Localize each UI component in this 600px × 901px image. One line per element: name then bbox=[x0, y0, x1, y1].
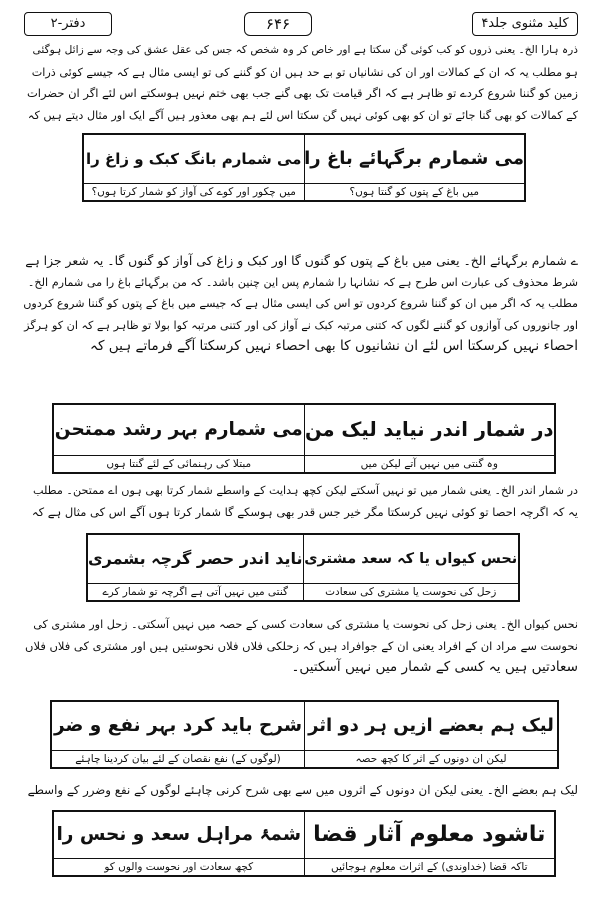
verse-couplet bbox=[82, 133, 526, 202]
verse-gloss-right: میں باغ کے پتوں کو گنتا ہوں؟ bbox=[349, 186, 479, 198]
paragraph bbox=[22, 40, 578, 126]
verse-couplet bbox=[52, 810, 556, 877]
verse-hemistich-left: ناید اندر حصر گرچہ بشمری bbox=[88, 535, 304, 583]
text-line: ذرہ ہارا الخ۔ یعنی ذروں کو کب کوئی گن سکتا ہے اور خاص کر وہ شخص کہ جس کی عقل عشق کی وجہ سے زائل ہوگئی bbox=[32, 44, 578, 56]
book-title: کلید مثنوی جلد۴ bbox=[472, 12, 578, 36]
text-line: مطلب یہ کہ اگر میں ان کو گننا شروع کردوں تو اس کی ایسی مثال ہے کہ جیسے میں باغ کے پتوں کو گننا شروع کردوں bbox=[23, 297, 578, 311]
text-line: ے شمارم برگہائے الخ۔ یعنی میں باغ کے پتوں کو گنوں گا اور کبک و زاغ کی آواز کو گنوں گا۔ یہ شعر جزا ہے bbox=[25, 253, 578, 268]
text-line: نحس کیواں الخ۔ یعنی زحل کی نحوست یا مشتری کی سعادت کسی کے حصہ میں نہیں آسکتی۔ زحل اور مشتری کی bbox=[33, 618, 578, 631]
text-line: احصاء نہیں کرسکتا اس لئے ان نشانیوں کا بھی احصاء نہیں کرسکتا آگے فرماتے ہیں کہ bbox=[90, 338, 578, 355]
paragraph bbox=[22, 480, 578, 523]
text-line: زمین کو گننا شروع کردے تو ظاہر ہے کہ اگر قیامت تک بھی گنے جب بھی ختم نہیں ہوسکتے اس لئے اگر ان حضرات bbox=[26, 86, 578, 101]
verse-gloss-right: لیکن ان دونوں کے اثر کا کچھ حصہ bbox=[355, 753, 507, 765]
verse-hemistich-left: شمۂ مراہل سعد و نحس را bbox=[54, 812, 305, 858]
verse-hemistich-right: لیک ہم بعضے ازیں ہر دو اثر bbox=[308, 715, 554, 736]
verse-gloss-right: زحل کی نحوست یا مشتری کی سعادت bbox=[325, 586, 497, 598]
paragraph bbox=[22, 250, 578, 358]
verse-hemistich-right: می شمارم برگہائے باغ را bbox=[304, 148, 524, 169]
paragraph bbox=[22, 614, 578, 679]
verse-hemistich-left: می شمارم بانگ کبک و زاغ را bbox=[84, 135, 305, 183]
text-line: لیک ہم بعضے الخ۔ یعنی لیکن ان دونوں کے اثروں میں سے بھی شرح کرنی چاہئے لوگوں کے نفع وضرر کے واسطے bbox=[27, 783, 578, 797]
verse-hemistich-left: شرح باید کرد بہر نفع و ضر bbox=[52, 702, 305, 750]
verse-gloss-right: تاکہ قضا (خداوندی) کے اثرات معلوم ہوجائیں bbox=[331, 861, 528, 873]
verse-couplet bbox=[86, 533, 520, 602]
text-line: یہ کہ اگرچہ احصا تو کوئی نہیں کرسکتا مگر خیر جس قدر بھی ہوسکے گا شمار کرتا ہوں آگے اس کی مثال ہے کہ bbox=[31, 504, 578, 519]
verse-hemistich-right: در شمار اندر نیاید لیک من bbox=[304, 418, 554, 441]
text-line: سعادتیں ہیں یہ کسی کے شمار میں نہیں آسکتیں۔ bbox=[291, 659, 578, 676]
text-line: کے کمالات کو بھی گنا جائے تو ان کو بھی کوئی نہیں گن سکتا اس لئے ہم بھی معذور ہیں آگے ایک اور مثال دیتے ہیں کہ bbox=[27, 108, 578, 122]
verse-gloss-left: گنتی میں نہیں آتی ہے اگرچہ تو شمار کرے bbox=[88, 584, 304, 600]
text-line: شرط محذوف کی عبارت اس طرح ہے کہ نشانہا را شمارم پس این چنین باشد۔ کہ من برگہائے باغ را می شمارم الخ۔ bbox=[27, 275, 578, 289]
paragraph bbox=[22, 780, 578, 802]
verse-gloss-left: مبتلا کی رہنمائی کے لئے گنتا ہوں bbox=[54, 456, 305, 472]
verse-hemistich-left: می شمارم بہر رشد ممتحن bbox=[54, 405, 305, 455]
text-line: نحوست سے مراد ان کے افراد یعنی ان کے جوافراد ہیں کہ زحلکی فلاں فلاں نحوستیں ہیں اور مشتری کی فلاں فلاں bbox=[25, 638, 578, 653]
verse-couplet bbox=[52, 403, 556, 474]
text-line: در شمار اندر الخ۔ یعنی شمار میں تو نہیں آسکتے لیکن کچھ ہدایت کے واسطے شمار کرتا بھی ہوں اے ممتحن۔ مطلب bbox=[32, 484, 578, 497]
verse-gloss-left: کچھ سعادت اور نحوست والوں کو bbox=[54, 859, 305, 875]
verse-gloss-right: وہ گنتی میں نہیں آتے لیکن میں bbox=[360, 458, 498, 470]
verse-hemistich-right: تاشود معلوم آثار قضا bbox=[313, 822, 546, 847]
verse-hemistich-right: نحس کیواں یا کہ سعد مشتری bbox=[304, 551, 518, 567]
text-line: ہو مطلب یہ کہ ان کے کمالات اور ان کی نشانیاں تو بے حد ہیں ان کو گننے کی تو ایسی مثال ہے کہ جیسے کوئی ذرات bbox=[31, 65, 578, 79]
text-line: اور جانوروں کی آوازوں کو گننے لگوں کہ کتنی مرتبہ کبک نے آواز کی اور کتنی مرتبہ کوا بولا تو ظاہر ہے کہ ان کو ہرگز bbox=[24, 318, 578, 332]
verse-gloss-left: میں چکور اور کوے کی آواز کو شمار کرتا ہوں؟ bbox=[84, 184, 305, 200]
verse-couplet bbox=[50, 700, 559, 769]
verse-gloss-left: (لوگوں کے) نفع نقصان کے لئے بیان کردینا چاہئے bbox=[52, 751, 305, 767]
volume-label: دفتر-۲ bbox=[24, 12, 112, 36]
page-number: ۶۴۶ bbox=[244, 12, 312, 36]
